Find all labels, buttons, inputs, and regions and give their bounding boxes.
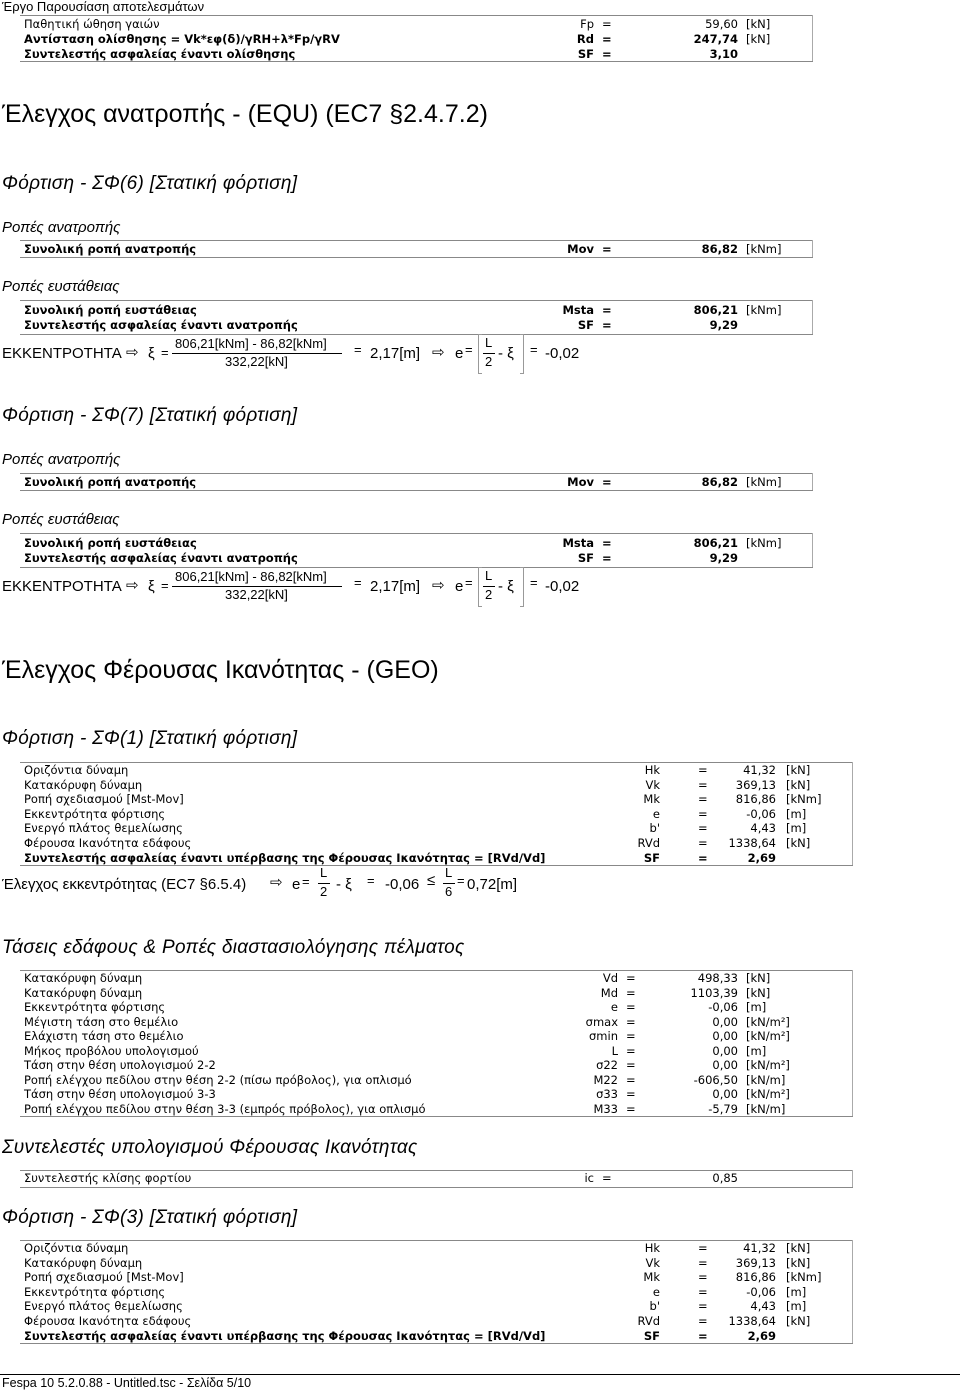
factors-title: Συντελεστές υπολογισμού Φέρουσας Ικανότητας — [2, 1137, 418, 1158]
row-value: 0,85 — [712, 1171, 738, 1185]
row-equals: = — [698, 821, 708, 836]
row-value: 806,21 — [693, 303, 738, 317]
page-header: Έργο Παρουσίαση αποτελεσμάτων — [2, 0, 205, 14]
table-row — [24, 1058, 844, 1073]
sf3-title: Φόρτιση - ΣΦ(3) [Στατική φόρτιση] — [2, 1207, 298, 1228]
sf1-title: Φόρτιση - ΣΦ(1) [Στατική φόρτιση] — [2, 728, 298, 749]
row-unit: [m] — [746, 1000, 767, 1014]
table-row — [24, 836, 844, 851]
row-symbol: Hk — [644, 763, 660, 777]
sf1-table — [24, 763, 844, 865]
row-value: -0,06 — [746, 1284, 776, 1299]
length-L: L — [320, 865, 328, 880]
row-symbol: M22 — [593, 1072, 618, 1087]
row-unit: [m] — [786, 1299, 807, 1314]
table-row — [24, 851, 844, 866]
row-unit: [m] — [786, 806, 807, 821]
row-value: 0,00 — [712, 1029, 738, 1043]
row-symbol: Vk — [645, 1255, 660, 1270]
row-value: 86,82 — [701, 475, 738, 489]
row-symbol: b' — [649, 821, 660, 836]
row-value: -5,79 — [708, 1101, 738, 1116]
row-label: Συντελεστής κλίσης φορτίου — [24, 1171, 192, 1185]
row-value: 498,33 — [697, 971, 738, 985]
sf3-table — [24, 1241, 844, 1343]
row-value: 1103,39 — [690, 985, 738, 1000]
table-row — [24, 1102, 844, 1117]
row-unit: [kN] — [786, 836, 811, 850]
row-symbol: Mk — [643, 1270, 660, 1285]
row-value: 1338,64 — [728, 836, 776, 850]
divisor-2: 2 — [485, 354, 493, 369]
row-label: Μέγιστη τάση στο θεμέλιο — [24, 1014, 179, 1029]
row-unit: [kNm] — [746, 475, 782, 489]
table-row — [24, 778, 844, 793]
row-symbol: ic — [584, 1171, 594, 1185]
row-value: 0,00 — [712, 1014, 738, 1029]
row-equals: = — [602, 551, 612, 565]
row-unit: [kN/m] — [746, 1101, 786, 1116]
table-row — [24, 1029, 844, 1044]
row-value: 1338,64 — [728, 1314, 776, 1328]
row-equals: = — [698, 763, 708, 777]
row-label: Ενεργό πλάτος θεμελίωσης — [24, 821, 183, 836]
row-unit: [kNm] — [786, 792, 822, 807]
row-symbol: e — [652, 806, 660, 821]
row-equals: = — [698, 1299, 708, 1314]
table-row — [24, 1299, 844, 1314]
equals-sign: = — [302, 874, 310, 889]
row-symbol: Fp — [580, 17, 594, 31]
result-e: -0,02 — [545, 345, 580, 362]
row-value: -606,50 — [693, 1072, 738, 1087]
row-label: Συνολική ροπή ευστάθειας — [24, 536, 197, 550]
row-label: Ροπή σχεδιασμού [Mst-Mov] — [24, 792, 184, 807]
equals-sign: = — [465, 575, 473, 590]
row-equals: = — [626, 1058, 636, 1072]
row-symbol: σ22 — [596, 1058, 618, 1072]
row-value: 2,69 — [747, 1328, 776, 1343]
row-value: 0,00 — [712, 1058, 738, 1072]
row-equals: = — [626, 1029, 636, 1043]
row-unit: [kN] — [786, 763, 811, 777]
row-equals: = — [626, 1014, 636, 1029]
row-symbol: Hk — [644, 1241, 660, 1255]
row-equals: = — [602, 536, 612, 550]
equals-sign: = — [465, 342, 473, 357]
table-row — [24, 1000, 844, 1015]
equals-sign: = — [367, 873, 375, 888]
e-symbol: e — [292, 876, 301, 893]
minus-xi: - ξ — [336, 876, 352, 893]
implies-arrow-icon: ⇨ — [126, 344, 139, 361]
divisor-6: 6 — [445, 884, 453, 899]
row-value: 4,43 — [750, 821, 776, 836]
equals-sign: = — [530, 342, 538, 357]
table-row — [24, 1256, 844, 1271]
table-row — [24, 536, 804, 551]
abs-bracket-left — [478, 334, 482, 374]
table-row — [24, 1329, 844, 1344]
equals-sign: = — [354, 575, 362, 590]
factors-table — [24, 1171, 844, 1186]
implies-arrow-icon: ⇨ — [126, 577, 139, 594]
ecc-limit: 0,72[m] — [467, 876, 518, 893]
row-equals: = — [626, 971, 636, 985]
stress-table — [24, 971, 844, 1116]
row-value: -0,06 — [746, 806, 776, 821]
row-symbol: Md — [600, 985, 618, 1000]
row-unit: [m] — [786, 1284, 807, 1299]
e-symbol: e — [455, 345, 464, 362]
row-symbol: M33 — [593, 1101, 618, 1116]
row-unit: [kNm] — [746, 303, 782, 317]
row-symbol: Msta — [562, 303, 594, 317]
row-label: Κατακόρυφη δύναμη — [24, 777, 143, 792]
abs-bracket-right — [520, 567, 524, 607]
row-label: Ροπή ελέγχου πεδίλου στην θέση 2-2 (πίσω πρόβολος), για οπλισμό — [24, 1072, 412, 1087]
table-row — [24, 807, 844, 822]
row-unit: [kN/m²] — [746, 1014, 790, 1029]
sliding-table — [24, 17, 804, 62]
row-label: Κατακόρυφη δύναμη — [24, 1255, 143, 1270]
row-equals: = — [698, 1255, 708, 1270]
row-symbol: σmin — [589, 1029, 618, 1043]
row-symbol: Mov — [567, 242, 594, 256]
row-value: 816,86 — [735, 792, 776, 807]
row-unit: [kN/m²] — [746, 1087, 790, 1101]
row-equals: = — [698, 1314, 708, 1328]
sf7-eccentricity-formula — [0, 567, 960, 609]
row-equals: = — [602, 47, 612, 61]
row-equals: = — [602, 475, 612, 489]
table-row — [24, 303, 804, 318]
row-label: Φέρουσα Ικανότητα εδάφους — [24, 836, 192, 850]
row-equals: = — [626, 1087, 636, 1101]
implies-arrow-icon: ⇨ — [432, 344, 445, 361]
sf6-stability-table — [24, 303, 804, 333]
table-row — [24, 1073, 844, 1088]
eccentricity-label: ΕΚΚΕΝΤΡΟΤΗΤΑ — [2, 578, 122, 595]
equals-sign: = — [161, 578, 169, 593]
table-right-border — [812, 15, 813, 61]
row-value: -0,06 — [708, 1000, 738, 1014]
row-label: Συντελεστής ασφαλείας έναντι υπέρβασης της Φέρουσας Ικανότητας = [RVd/Vd] — [24, 1328, 546, 1343]
row-unit: [m] — [786, 821, 807, 836]
row-symbol: Mov — [567, 475, 594, 489]
row-label: Τάση στην θέση υπολογισμού 2-2 — [24, 1058, 216, 1072]
fraction-numerator: 806,21[kNm] - 86,82[kNm] — [175, 569, 327, 584]
row-label: Συντελεστής ασφαλείας έναντι ανατροπής — [24, 318, 298, 332]
row-label: Οριζόντια δύναμη — [24, 763, 129, 777]
row-unit: [m] — [746, 1043, 767, 1058]
ecc-result: -0,06 — [385, 876, 420, 893]
xi-symbol: ξ — [148, 345, 155, 362]
row-equals: = — [602, 17, 612, 31]
row-value: 41,32 — [743, 1241, 776, 1255]
table-row — [24, 1285, 844, 1300]
row-unit: [kN] — [786, 1241, 811, 1255]
divisor-2: 2 — [485, 587, 493, 602]
sf7-title: Φόρτιση - ΣΦ(7) [Στατική φόρτιση] — [2, 405, 298, 426]
row-equals: = — [602, 32, 612, 46]
row-unit: [kNm] — [746, 536, 782, 550]
row-symbol: SF — [577, 551, 594, 565]
row-symbol: σ33 — [596, 1087, 618, 1101]
sf1-eccentricity-check — [0, 866, 960, 906]
row-label: Ροπή ελέγχου πεδίλου στην θέση 3-3 (εμπρός πρόβολος), για οπλισμό — [24, 1101, 426, 1116]
row-unit: [kN] — [746, 971, 771, 985]
row-label: Εκκεντρότητα φόρτισης — [24, 1284, 166, 1299]
row-unit: [kN/m²] — [746, 1058, 790, 1072]
row-label: Συντελεστής ασφαλείας έναντι υπέρβασης της Φέρουσας Ικανότητας = [RVd/Vd] — [24, 850, 546, 865]
row-equals: = — [698, 777, 708, 792]
result-xi: 2,17[m] — [370, 578, 421, 595]
xi-symbol: ξ — [148, 578, 155, 595]
row-label: Μήκος προβόλου υπολογισμού — [24, 1043, 199, 1058]
table-row — [24, 47, 804, 62]
row-unit: [kN/m²] — [746, 1029, 790, 1043]
row-unit: [kNm] — [786, 1270, 822, 1285]
row-symbol: SF — [643, 850, 660, 865]
row-equals: = — [698, 836, 708, 850]
row-unit: [kN] — [746, 17, 771, 31]
row-value: 86,82 — [701, 242, 738, 256]
row-value: 806,21 — [693, 536, 738, 550]
less-equal-icon: ≤ — [427, 872, 436, 889]
implies-arrow-icon: ⇨ — [270, 874, 283, 891]
row-symbol: b' — [649, 1299, 660, 1314]
row-unit: [kN] — [786, 777, 811, 792]
length-L: L — [485, 335, 493, 350]
e-symbol: e — [455, 578, 464, 595]
fraction-denominator: 332,22[kN] — [225, 587, 288, 602]
row-symbol: SF — [577, 47, 594, 61]
row-symbol: σmax — [585, 1014, 618, 1029]
row-label: Εκκεντρότητα φόρτισης — [24, 806, 166, 821]
fraction-denominator: 332,22[kN] — [225, 354, 288, 369]
row-label: Παθητική ώθηση γαιών — [24, 17, 160, 31]
row-symbol: e — [652, 1284, 660, 1299]
sf6-stability-title: Ροπές ευστάθειας — [2, 278, 120, 295]
table-row — [24, 763, 844, 778]
table-row — [24, 551, 804, 566]
row-label: Κατακόρυφη δύναμη — [24, 971, 143, 985]
table-row — [24, 1044, 844, 1059]
row-label: Αντίσταση ολίσθησης = Vk*εφ(δ)/γRH+λ*Fp/γRV — [24, 32, 340, 46]
row-symbol: RVd — [637, 836, 660, 850]
footer: Fespa 10 5.2.0.88 - Untitled.tsc - Σελίδα 5/10 — [2, 1376, 252, 1390]
abs-bracket-right — [520, 334, 524, 374]
row-unit: [kN/m] — [746, 1072, 786, 1087]
row-value: 59,60 — [705, 17, 738, 31]
row-equals: = — [698, 1284, 708, 1299]
row-label: Συντελεστής ασφαλείας έναντι ολίσθησης — [24, 47, 296, 61]
row-label: Εκκεντρότητα φόρτισης — [24, 1000, 166, 1014]
table-row — [24, 1171, 844, 1186]
sf7-stability-title: Ροπές ευστάθειας — [2, 511, 120, 528]
table-row — [24, 475, 804, 490]
row-unit: [kN] — [746, 32, 771, 46]
row-symbol: Vk — [645, 777, 660, 792]
equals-sign: = — [530, 575, 538, 590]
row-label: Ροπή σχεδιασμού [Mst-Mov] — [24, 1270, 184, 1285]
fraction-numerator: 806,21[kNm] - 86,82[kNm] — [175, 336, 327, 351]
row-symbol: L — [611, 1043, 618, 1058]
row-value: 247,74 — [693, 32, 738, 46]
row-equals: = — [602, 303, 612, 317]
row-value: 369,13 — [735, 1255, 776, 1270]
row-symbol: e — [610, 1000, 618, 1014]
equals-sign: = — [161, 345, 169, 360]
row-value: 816,86 — [735, 1270, 776, 1285]
table-row — [24, 242, 804, 257]
row-value: 4,43 — [750, 1299, 776, 1314]
table-row — [24, 1314, 844, 1329]
row-equals: = — [626, 1101, 636, 1116]
sf7-stability-table — [24, 536, 804, 566]
row-unit: [kN] — [746, 985, 771, 1000]
table-row — [24, 1087, 844, 1102]
implies-arrow-icon: ⇨ — [432, 577, 445, 594]
row-unit: [kNm] — [746, 242, 782, 256]
row-equals: = — [698, 1270, 708, 1285]
row-equals: = — [698, 850, 708, 865]
abs-bracket-left — [478, 567, 482, 607]
eccentricity-label: ΕΚΚΕΝΤΡΟΤΗΤΑ — [2, 345, 122, 362]
table-row — [24, 32, 804, 47]
row-value: 2,69 — [747, 850, 776, 865]
row-label: Συνολική ροπή ανατροπής — [24, 475, 197, 489]
row-value: 41,32 — [743, 763, 776, 777]
row-equals: = — [698, 1328, 708, 1343]
ecc-check-label: Έλεγχος εκκεντρότητας (EC7 §6.5.4) — [2, 876, 247, 893]
divisor-2: 2 — [320, 884, 328, 899]
table-top-border — [20, 15, 813, 16]
row-equals: = — [626, 1072, 636, 1087]
minus-xi: - ξ — [498, 578, 514, 595]
row-equals: = — [626, 985, 636, 1000]
row-value: 3,10 — [709, 47, 738, 61]
table-row — [24, 1270, 844, 1285]
equals-sign: = — [354, 342, 362, 357]
minus-xi: - ξ — [498, 345, 514, 362]
sf7-overturning-title: Ροπές ανατροπής — [2, 451, 121, 468]
row-label: Συνολική ροπή ανατροπής — [24, 242, 197, 256]
result-e: -0,02 — [545, 578, 580, 595]
row-symbol: SF — [643, 1328, 660, 1343]
table-row — [24, 1015, 844, 1030]
row-unit: [kN] — [786, 1255, 811, 1270]
row-symbol: SF — [577, 318, 594, 332]
row-label: Συνολική ροπή ευστάθειας — [24, 303, 197, 317]
stress-title: Τάσεις εδάφους & Ροπές διαστασιολόγησης πέλματος — [2, 937, 465, 958]
row-equals: = — [602, 318, 612, 332]
length-L: L — [445, 865, 453, 880]
row-equals: = — [626, 1043, 636, 1058]
row-value: 9,29 — [709, 551, 738, 565]
row-label: Ενεργό πλάτος θεμελίωσης — [24, 1299, 183, 1314]
row-value: 369,13 — [735, 777, 776, 792]
row-value: 0,00 — [712, 1043, 738, 1058]
table-row — [24, 986, 844, 1001]
sf7-mov-table — [24, 475, 804, 490]
sf6-mov-table — [24, 242, 804, 257]
row-label: Συντελεστής ασφαλείας έναντι ανατροπής — [24, 551, 298, 565]
row-symbol: Msta — [562, 536, 594, 550]
row-unit: [kN] — [786, 1314, 811, 1328]
row-value: 0,00 — [712, 1087, 738, 1101]
table-row — [24, 821, 844, 836]
equ-title: Έλεγχος ανατροπής - (EQU) (EC7 §2.4.7.2) — [2, 100, 488, 128]
row-label: Οριζόντια δύναμη — [24, 1241, 129, 1255]
row-equals: = — [602, 1171, 612, 1185]
table-row — [24, 1241, 844, 1256]
geo-title: Έλεγχος Φέρουσας Ικανότητας - (GEO) — [2, 656, 439, 684]
result-xi: 2,17[m] — [370, 345, 421, 362]
row-equals: = — [698, 1241, 708, 1255]
table-row — [24, 971, 844, 986]
row-value: 9,29 — [709, 318, 738, 332]
table-row — [24, 318, 804, 333]
table-row — [24, 792, 844, 807]
row-label: Τάση στην θέση υπολογισμού 3-3 — [24, 1087, 216, 1101]
sf6-title: Φόρτιση - ΣΦ(6) [Στατική φόρτιση] — [2, 173, 298, 194]
row-equals: = — [698, 806, 708, 821]
row-label: Ελάχιστη τάση στο θεμέλιο — [24, 1029, 184, 1043]
sf6-overturning-title: Ροπές ανατροπής — [2, 219, 121, 236]
row-equals: = — [698, 792, 708, 807]
row-label: Κατακόρυφη δύναμη — [24, 985, 143, 1000]
row-equals: = — [602, 242, 612, 256]
table-row — [24, 17, 804, 32]
length-L: L — [485, 568, 493, 583]
row-symbol: Rd — [576, 32, 594, 46]
equals-sign: = — [457, 873, 465, 888]
row-label: Φέρουσα Ικανότητα εδάφους — [24, 1314, 192, 1328]
row-symbol: RVd — [637, 1314, 660, 1328]
row-equals: = — [626, 1000, 636, 1014]
sf6-eccentricity-formula — [0, 334, 960, 376]
row-symbol: Vd — [602, 971, 618, 985]
row-symbol: Mk — [643, 792, 660, 807]
